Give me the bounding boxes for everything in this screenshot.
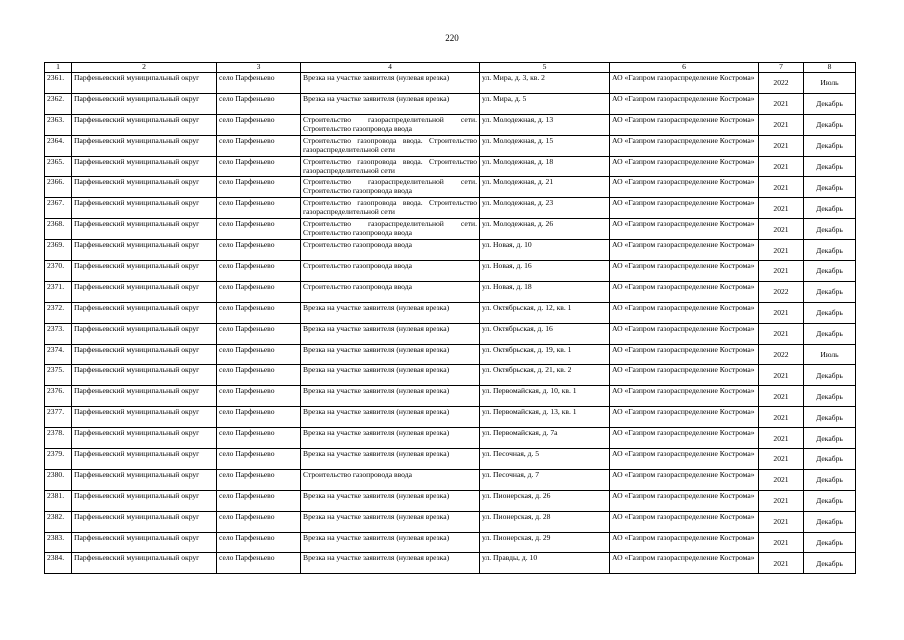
row-number-cell: 2383. bbox=[45, 532, 72, 553]
organization-cell: АО «Газпром газораспределение Кострома» bbox=[610, 449, 759, 470]
organization-cell: АО «Газпром газораспределение Кострома» bbox=[610, 156, 759, 177]
settlement-cell: село Парфеньево bbox=[217, 407, 301, 428]
table-row bbox=[45, 261, 856, 282]
district-cell: Парфеньевский муниципальный округ bbox=[72, 428, 217, 449]
month-cell: Декабрь bbox=[804, 156, 856, 177]
address-cell: ул. Песочная, д. 5 bbox=[480, 449, 610, 470]
table-row bbox=[45, 469, 856, 490]
settlement-cell: село Парфеньево bbox=[217, 135, 301, 156]
year-cell: 2021 bbox=[759, 93, 804, 114]
row-number-cell: 2369. bbox=[45, 240, 72, 261]
district-cell: Парфеньевский муниципальный округ bbox=[72, 73, 217, 94]
settlement-cell: село Парфеньево bbox=[217, 386, 301, 407]
organization-cell: АО «Газпром газораспределение Кострома» bbox=[610, 386, 759, 407]
district-cell: Парфеньевский муниципальный округ bbox=[72, 240, 217, 261]
month-cell: Июль bbox=[804, 344, 856, 365]
organization-cell: АО «Газпром газораспределение Кострома» bbox=[610, 511, 759, 532]
row-number-cell: 2377. bbox=[45, 407, 72, 428]
address-cell: ул. Октябрьская, д. 16 bbox=[480, 323, 610, 344]
table-row bbox=[45, 449, 856, 470]
table-row bbox=[45, 532, 856, 553]
month-cell: Декабрь bbox=[804, 365, 856, 386]
row-number-cell: 2373. bbox=[45, 323, 72, 344]
organization-cell: АО «Газпром газораспределение Кострома» bbox=[610, 428, 759, 449]
row-number-cell: 2379. bbox=[45, 449, 72, 470]
organization-cell: АО «Газпром газораспределение Кострома» bbox=[610, 302, 759, 323]
year-cell: 2021 bbox=[759, 428, 804, 449]
table-row bbox=[45, 302, 856, 323]
column-header-4: 4 bbox=[301, 63, 480, 73]
work-type-cell: Врезка на участке заявителя (нулевая врезка) bbox=[301, 407, 480, 428]
year-cell: 2021 bbox=[759, 261, 804, 282]
address-cell: ул. Молодежная, д. 15 bbox=[480, 135, 610, 156]
work-type-cell: Врезка на участке заявителя (нулевая врезка) bbox=[301, 490, 480, 511]
settlement-cell: село Парфеньево bbox=[217, 73, 301, 94]
organization-cell: АО «Газпром газораспределение Кострома» bbox=[610, 93, 759, 114]
row-number-cell: 2372. bbox=[45, 302, 72, 323]
row-number-cell: 2361. bbox=[45, 73, 72, 94]
year-cell: 2022 bbox=[759, 281, 804, 302]
district-cell: Парфеньевский муниципальный округ bbox=[72, 449, 217, 470]
work-type-cell: Строительство газопровода ввода bbox=[301, 469, 480, 490]
month-cell: Декабрь bbox=[804, 281, 856, 302]
table-row bbox=[45, 553, 856, 574]
address-cell: ул. Первомайская, д. 10, кв. 1 bbox=[480, 386, 610, 407]
work-type-cell: Врезка на участке заявителя (нулевая врезка) bbox=[301, 386, 480, 407]
organization-cell: АО «Газпром газораспределение Кострома» bbox=[610, 553, 759, 574]
month-cell: Декабрь bbox=[804, 469, 856, 490]
work-type-cell: Врезка на участке заявителя (нулевая врезка) bbox=[301, 323, 480, 344]
page-number: 220 bbox=[445, 33, 459, 43]
district-cell: Парфеньевский муниципальный округ bbox=[72, 490, 217, 511]
row-number-cell: 2365. bbox=[45, 156, 72, 177]
organization-cell: АО «Газпром газораспределение Кострома» bbox=[610, 114, 759, 135]
district-cell: Парфеньевский муниципальный округ bbox=[72, 323, 217, 344]
settlement-cell: село Парфеньево bbox=[217, 302, 301, 323]
district-cell: Парфеньевский муниципальный округ bbox=[72, 386, 217, 407]
row-number-cell: 2381. bbox=[45, 490, 72, 511]
year-cell: 2021 bbox=[759, 156, 804, 177]
address-cell: ул. Новая, д. 10 bbox=[480, 240, 610, 261]
month-cell: Декабрь bbox=[804, 177, 856, 198]
row-number-cell: 2374. bbox=[45, 344, 72, 365]
district-cell: Парфеньевский муниципальный округ bbox=[72, 156, 217, 177]
organization-cell: АО «Газпром газораспределение Кострома» bbox=[610, 469, 759, 490]
row-number-cell: 2376. bbox=[45, 386, 72, 407]
organization-cell: АО «Газпром газораспределение Кострома» bbox=[610, 73, 759, 94]
work-type-cell: Врезка на участке заявителя (нулевая врезка) bbox=[301, 302, 480, 323]
work-type-cell: Строительство газопровода ввода. Строительство газораспределительной сети bbox=[301, 135, 480, 156]
year-cell: 2021 bbox=[759, 490, 804, 511]
table-row bbox=[45, 344, 856, 365]
address-cell: ул. Мира, д. 3, кв. 2 bbox=[480, 73, 610, 94]
work-type-cell: Врезка на участке заявителя (нулевая врезка) bbox=[301, 93, 480, 114]
row-number-cell: 2382. bbox=[45, 511, 72, 532]
settlement-cell: село Парфеньево bbox=[217, 511, 301, 532]
year-cell: 2021 bbox=[759, 135, 804, 156]
organization-cell: АО «Газпром газораспределение Кострома» bbox=[610, 219, 759, 240]
month-cell: Декабрь bbox=[804, 511, 856, 532]
year-cell: 2021 bbox=[759, 114, 804, 135]
column-header-2: 2 bbox=[72, 63, 217, 73]
month-cell: Декабрь bbox=[804, 428, 856, 449]
table-row bbox=[45, 177, 856, 198]
month-cell: Июль bbox=[804, 73, 856, 94]
table-row bbox=[45, 281, 856, 302]
month-cell: Декабрь bbox=[804, 261, 856, 282]
work-type-cell: Врезка на участке заявителя (нулевая врезка) bbox=[301, 532, 480, 553]
month-cell: Декабрь bbox=[804, 386, 856, 407]
settlement-cell: село Парфеньево bbox=[217, 428, 301, 449]
organization-cell: АО «Газпром газораспределение Кострома» bbox=[610, 407, 759, 428]
settlement-cell: село Парфеньево bbox=[217, 323, 301, 344]
month-cell: Декабрь bbox=[804, 219, 856, 240]
district-cell: Парфеньевский муниципальный округ bbox=[72, 281, 217, 302]
table-body bbox=[45, 73, 856, 574]
table-row bbox=[45, 407, 856, 428]
month-cell: Декабрь bbox=[804, 449, 856, 470]
address-cell: ул. Первомайская, д. 13, кв. 1 bbox=[480, 407, 610, 428]
table-row bbox=[45, 198, 856, 219]
year-cell: 2022 bbox=[759, 344, 804, 365]
organization-cell: АО «Газпром газораспределение Кострома» bbox=[610, 261, 759, 282]
month-cell: Декабрь bbox=[804, 302, 856, 323]
table-row bbox=[45, 93, 856, 114]
district-cell: Парфеньевский муниципальный округ bbox=[72, 219, 217, 240]
work-type-cell: Строительство газопровода ввода. Строительство газораспределительной сети bbox=[301, 198, 480, 219]
row-number-cell: 2384. bbox=[45, 553, 72, 574]
month-cell: Декабрь bbox=[804, 93, 856, 114]
year-cell: 2021 bbox=[759, 469, 804, 490]
organization-cell: АО «Газпром газораспределение Кострома» bbox=[610, 281, 759, 302]
district-cell: Парфеньевский муниципальный округ bbox=[72, 302, 217, 323]
address-cell: ул. Молодежная, д. 13 bbox=[480, 114, 610, 135]
month-cell: Декабрь bbox=[804, 490, 856, 511]
settlement-cell: село Парфеньево bbox=[217, 365, 301, 386]
address-cell: ул. Молодежная, д. 26 bbox=[480, 219, 610, 240]
district-cell: Парфеньевский муниципальный округ bbox=[72, 511, 217, 532]
table-row bbox=[45, 156, 856, 177]
year-cell: 2021 bbox=[759, 177, 804, 198]
month-cell: Декабрь bbox=[804, 532, 856, 553]
work-type-cell: Врезка на участке заявителя (нулевая врезка) bbox=[301, 511, 480, 532]
year-cell: 2021 bbox=[759, 407, 804, 428]
address-cell: ул. Песочная, д. 7 bbox=[480, 469, 610, 490]
settlement-cell: село Парфеньево bbox=[217, 553, 301, 574]
gasification-table bbox=[44, 62, 856, 574]
work-type-cell: Строительство газопровода ввода bbox=[301, 261, 480, 282]
settlement-cell: село Парфеньево bbox=[217, 344, 301, 365]
settlement-cell: село Парфеньево bbox=[217, 469, 301, 490]
month-cell: Декабрь bbox=[804, 198, 856, 219]
address-cell: ул. Новая, д. 16 bbox=[480, 261, 610, 282]
settlement-cell: село Парфеньево bbox=[217, 177, 301, 198]
year-cell: 2021 bbox=[759, 449, 804, 470]
year-cell: 2021 bbox=[759, 219, 804, 240]
year-cell: 2022 bbox=[759, 73, 804, 94]
settlement-cell: село Парфеньево bbox=[217, 198, 301, 219]
month-cell: Декабрь bbox=[804, 135, 856, 156]
settlement-cell: село Парфеньево bbox=[217, 219, 301, 240]
work-type-cell: Врезка на участке заявителя (нулевая врезка) bbox=[301, 553, 480, 574]
organization-cell: АО «Газпром газораспределение Кострома» bbox=[610, 198, 759, 219]
table-row bbox=[45, 511, 856, 532]
row-number-cell: 2370. bbox=[45, 261, 72, 282]
month-cell: Декабрь bbox=[804, 240, 856, 261]
district-cell: Парфеньевский муниципальный округ bbox=[72, 261, 217, 282]
column-header-3: 3 bbox=[217, 63, 301, 73]
district-cell: Парфеньевский муниципальный округ bbox=[72, 365, 217, 386]
month-cell: Декабрь bbox=[804, 407, 856, 428]
address-cell: ул. Новая, д. 18 bbox=[480, 281, 610, 302]
row-number-cell: 2366. bbox=[45, 177, 72, 198]
settlement-cell: село Парфеньево bbox=[217, 240, 301, 261]
organization-cell: АО «Газпром газораспределение Кострома» bbox=[610, 532, 759, 553]
district-cell: Парфеньевский муниципальный округ bbox=[72, 553, 217, 574]
address-cell: ул. Молодежная, д. 18 bbox=[480, 156, 610, 177]
district-cell: Парфеньевский муниципальный округ bbox=[72, 532, 217, 553]
address-cell: ул. Молодежная, д. 21 bbox=[480, 177, 610, 198]
header-row bbox=[45, 63, 856, 73]
column-header-7: 7 bbox=[759, 63, 804, 73]
row-number-cell: 2367. bbox=[45, 198, 72, 219]
address-cell: ул. Пионерская, д. 26 bbox=[480, 490, 610, 511]
address-cell: ул. Пионерская, д. 29 bbox=[480, 532, 610, 553]
address-cell: ул. Первомайская, д. 7а bbox=[480, 428, 610, 449]
row-number-cell: 2368. bbox=[45, 219, 72, 240]
row-number-cell: 2378. bbox=[45, 428, 72, 449]
address-cell: ул. Октябрьская, д. 12, кв. 1 bbox=[480, 302, 610, 323]
organization-cell: АО «Газпром газораспределение Кострома» bbox=[610, 490, 759, 511]
year-cell: 2021 bbox=[759, 240, 804, 261]
row-number-cell: 2371. bbox=[45, 281, 72, 302]
address-cell: ул. Мира, д. 5 bbox=[480, 93, 610, 114]
district-cell: Парфеньевский муниципальный округ bbox=[72, 469, 217, 490]
organization-cell: АО «Газпром газораспределение Кострома» bbox=[610, 323, 759, 344]
settlement-cell: село Парфеньево bbox=[217, 261, 301, 282]
row-number-cell: 2380. bbox=[45, 469, 72, 490]
work-type-cell: Врезка на участке заявителя (нулевая врезка) bbox=[301, 365, 480, 386]
table-row bbox=[45, 428, 856, 449]
column-header-5: 5 bbox=[480, 63, 610, 73]
month-cell: Декабрь bbox=[804, 553, 856, 574]
row-number-cell: 2375. bbox=[45, 365, 72, 386]
year-cell: 2021 bbox=[759, 323, 804, 344]
column-header-6: 6 bbox=[610, 63, 759, 73]
row-number-cell: 2364. bbox=[45, 135, 72, 156]
month-cell: Декабрь bbox=[804, 114, 856, 135]
address-cell: ул. Молодежная, д. 23 bbox=[480, 198, 610, 219]
settlement-cell: село Парфеньево bbox=[217, 281, 301, 302]
organization-cell: АО «Газпром газораспределение Кострома» bbox=[610, 365, 759, 386]
district-cell: Парфеньевский муниципальный округ bbox=[72, 135, 217, 156]
year-cell: 2021 bbox=[759, 386, 804, 407]
work-type-cell: Врезка на участке заявителя (нулевая врезка) bbox=[301, 428, 480, 449]
table-row bbox=[45, 114, 856, 135]
district-cell: Парфеньевский муниципальный округ bbox=[72, 407, 217, 428]
table-row bbox=[45, 386, 856, 407]
month-cell: Декабрь bbox=[804, 323, 856, 344]
column-header-1: 1 bbox=[45, 63, 72, 73]
table-row bbox=[45, 73, 856, 94]
address-cell: ул. Октябрьская, д. 19, кв. 1 bbox=[480, 344, 610, 365]
district-cell: Парфеньевский муниципальный округ bbox=[72, 198, 217, 219]
work-type-cell: Врезка на участке заявителя (нулевая врезка) bbox=[301, 73, 480, 94]
work-type-cell: Строительство газопровода ввода bbox=[301, 240, 480, 261]
work-type-cell: Строительство газораспределительной сети. Строительство газопровода ввода bbox=[301, 219, 480, 240]
year-cell: 2021 bbox=[759, 198, 804, 219]
year-cell: 2021 bbox=[759, 302, 804, 323]
column-header-8: 8 bbox=[804, 63, 856, 73]
address-cell: ул. Правды, д. 10 bbox=[480, 553, 610, 574]
row-number-cell: 2363. bbox=[45, 114, 72, 135]
organization-cell: АО «Газпром газораспределение Кострома» bbox=[610, 240, 759, 261]
district-cell: Парфеньевский муниципальный округ bbox=[72, 93, 217, 114]
settlement-cell: село Парфеньево bbox=[217, 156, 301, 177]
work-type-cell: Строительство газопровода ввода bbox=[301, 281, 480, 302]
table-row bbox=[45, 323, 856, 344]
work-type-cell: Врезка на участке заявителя (нулевая врезка) bbox=[301, 449, 480, 470]
year-cell: 2021 bbox=[759, 365, 804, 386]
settlement-cell: село Парфеньево bbox=[217, 114, 301, 135]
district-cell: Парфеньевский муниципальный округ bbox=[72, 177, 217, 198]
settlement-cell: село Парфеньево bbox=[217, 532, 301, 553]
work-type-cell: Врезка на участке заявителя (нулевая врезка) bbox=[301, 344, 480, 365]
year-cell: 2021 bbox=[759, 553, 804, 574]
document-table-container bbox=[44, 62, 855, 574]
organization-cell: АО «Газпром газораспределение Кострома» bbox=[610, 177, 759, 198]
settlement-cell: село Парфеньево bbox=[217, 449, 301, 470]
organization-cell: АО «Газпром газораспределение Кострома» bbox=[610, 135, 759, 156]
table-row bbox=[45, 219, 856, 240]
work-type-cell: Строительство газораспределительной сети. Строительство газопровода ввода bbox=[301, 114, 480, 135]
year-cell: 2021 bbox=[759, 511, 804, 532]
table-row bbox=[45, 135, 856, 156]
address-cell: ул. Пионерская, д. 28 bbox=[480, 511, 610, 532]
table-row bbox=[45, 240, 856, 261]
row-number-cell: 2362. bbox=[45, 93, 72, 114]
district-cell: Парфеньевский муниципальный округ bbox=[72, 114, 217, 135]
district-cell: Парфеньевский муниципальный округ bbox=[72, 344, 217, 365]
work-type-cell: Строительство газопровода ввода. Строительство газораспределительной сети bbox=[301, 156, 480, 177]
settlement-cell: село Парфеньево bbox=[217, 93, 301, 114]
table-row bbox=[45, 365, 856, 386]
table-row bbox=[45, 490, 856, 511]
settlement-cell: село Парфеньево bbox=[217, 490, 301, 511]
organization-cell: АО «Газпром газораспределение Кострома» bbox=[610, 344, 759, 365]
address-cell: ул. Октябрьская, д. 21, кв. 2 bbox=[480, 365, 610, 386]
year-cell: 2021 bbox=[759, 532, 804, 553]
work-type-cell: Строительство газораспределительной сети. Строительство газопровода ввода bbox=[301, 177, 480, 198]
